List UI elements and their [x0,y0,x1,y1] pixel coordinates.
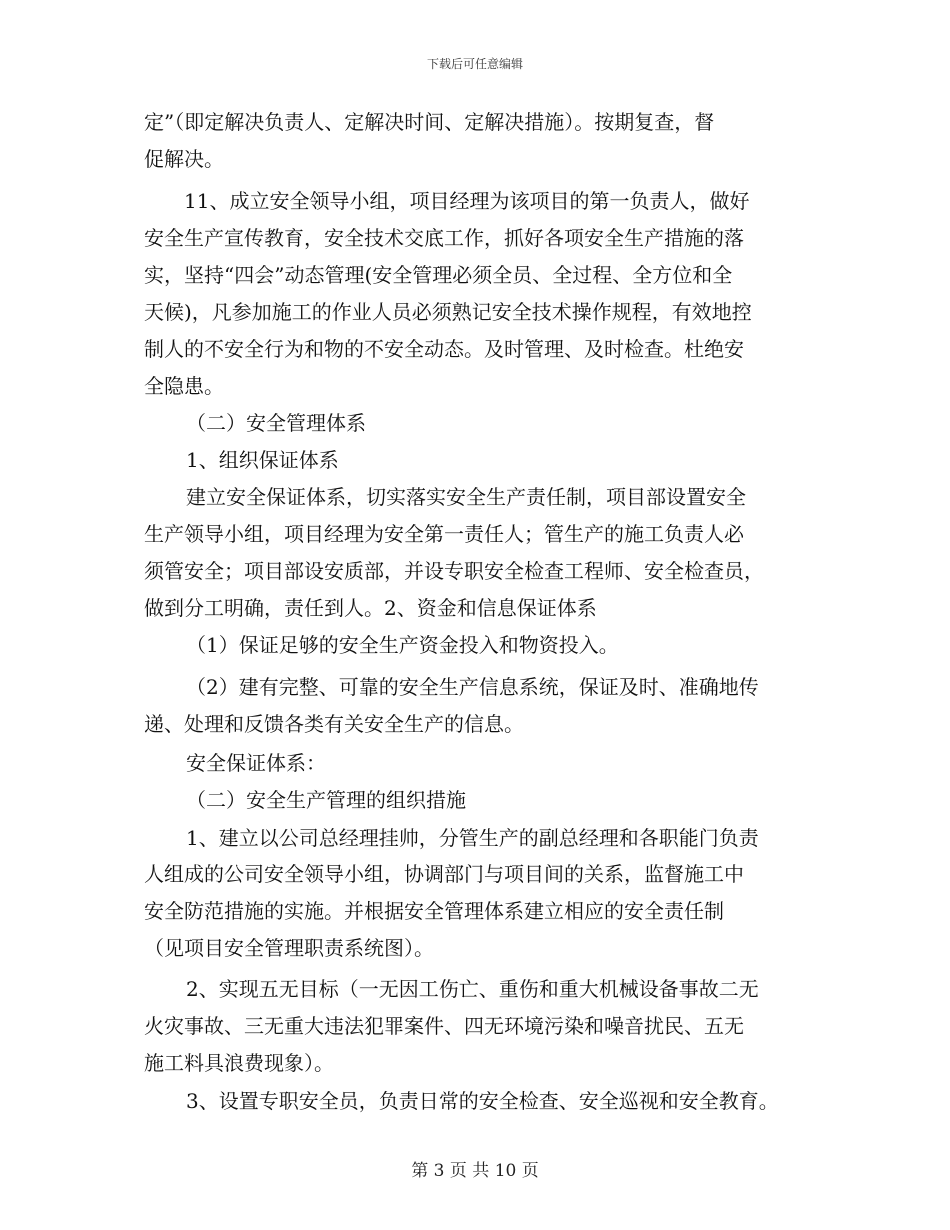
section-heading: （二）安全管理体系 [186,411,366,435]
text-line: 生产领导小组，项目经理为安全第一责任人；管生产的施工负责人必 [144,522,744,546]
text-line: 制人的不安全行为和物的不安全动态。及时管理、及时检查。杜绝安 [144,337,744,361]
text-line: 人组成的公司安全领导小组，协调部门与项目间的关系，监督施工中 [144,862,744,886]
text-line: 施工料具浪费现象）。 [144,1051,334,1075]
text-line: 全隐患。 [144,374,224,398]
text-line: 促解决。 [144,147,224,171]
subsection-heading: 1、组织保证体系 [186,448,339,472]
text-line: 1、建立以公司总经理挂帅，分管生产的副总经理和各职能门负责 [186,826,759,850]
page-number-footer: 第 3 页 共 10 页 [411,1161,539,1181]
text-line: 安全生产宣传教育，安全技术交底工作，抓好各项安全生产措施的落 [144,226,744,250]
page-header: 下载后可任意编辑 [426,57,523,71]
text-line: （见项目安全管理职责系统图）。 [144,936,434,960]
text-line: 须管安全；项目部设安质部，并设专职安全检查工程师、安全检查员， [144,559,764,583]
text-line: 2、实现五无目标（一无因工伤亡、重伤和重大机械设备事故二无 [186,977,759,1001]
text-line: 做到分工明确，责任到人。2、资金和信息保证体系 [144,596,597,620]
text-line: 递、处理和反馈各类有关安全生产的信息。 [144,712,524,736]
text-line: 安全防范措施的实施。并根据安全管理体系建立相应的安全责任制 [144,899,724,923]
section-heading: （二）安全生产管理的组织措施 [186,788,466,812]
text-line: （2）建有完整、可靠的安全生产信息系统，保证及时、准确地传 [186,675,759,699]
text-line: 天候)，凡参加施工的作业人员必须熟记安全技术操作规程，有效地控 [144,300,752,324]
text-line: 定”（即定解决负责人、定解决时间、定解决措施）。按期复查，督 [144,110,715,134]
text-line: 建立安全保证体系，切实落实安全生产责任制，项目部设置安全 [186,485,746,509]
text-line: 3、设置专职安全员，负责日常的安全检查、安全巡视和安全教育。 [186,1089,779,1113]
text-line: （1）保证足够的安全生产资金投入和物资投入。 [186,633,619,657]
text-line: 11、成立安全领导小组，项目经理为该项目的第一负责人，做好 [184,189,750,213]
text-line: 安全保证体系： [186,751,326,775]
text-line: 实，坚持“四会”动态管理(安全管理必须全员、全过程、全方位和全 [144,263,733,287]
text-line: 火灾事故、三无重大违法犯罪案件、四无环境污染和噪音扰民、五无 [144,1014,744,1038]
